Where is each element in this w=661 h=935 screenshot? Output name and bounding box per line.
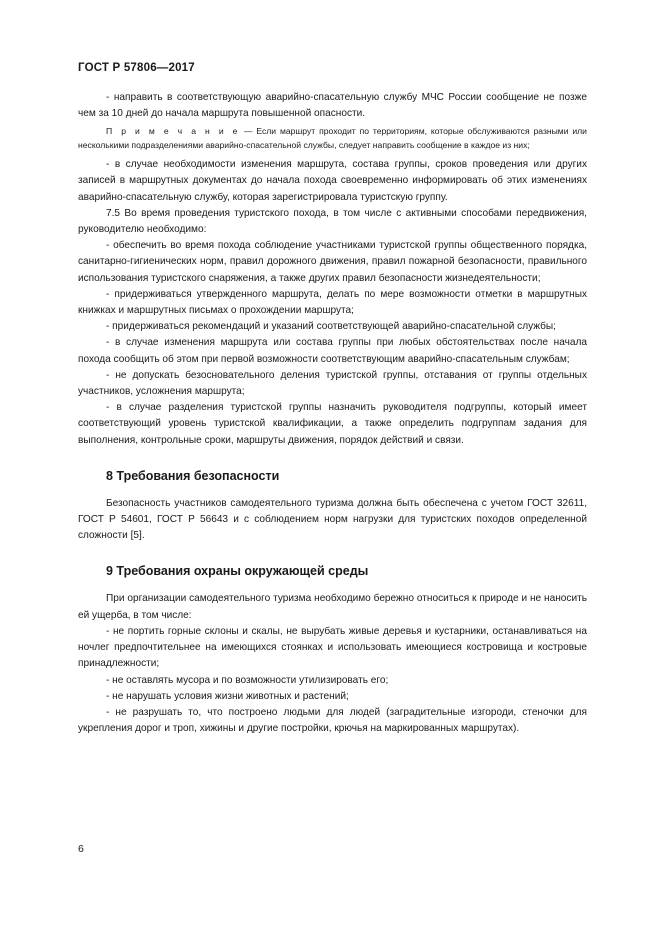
document-body xyxy=(78,90,587,737)
note-text: — Если маршрут проходит по территориям, которые обслуживаются разными или несколькими подразделениями аварийно-спасательной службы, следует направить сообщение в каждое из них; xyxy=(78,126,587,150)
page-number: 6 xyxy=(78,843,84,855)
paragraph: - в случае необходимости изменения маршрута, состава группы, сроков проведения или других записей в маршрутных документах до начала похода своевременно информировать об этих изменениях аварийно-спасательную службу, которая зарегистрировала туристскую группу. xyxy=(78,159,587,203)
section-9-heading: 9 Требования охраны окружающей среды xyxy=(106,564,369,579)
list-item: - не портить горные склоны и скалы, не вырубать живые деревья и кустарники, останавливаться на ночлег предпочтительнее на имеющихся стоянках и использовать имеющиеся костровища и костровые принадлежности; xyxy=(78,625,587,670)
document-header: ГОСТ Р 57806—2017 xyxy=(78,62,195,74)
paragraph: - направить в соответствующую аварийно-спасательную службу МЧС России сообщение не позже чем за 10 дней до начала маршрута повышенной опасности. xyxy=(78,92,587,120)
paragraph: Безопасность участников самодеятельного туризма должна быть обеспечена с учетом ГОСТ 32611, ГОСТ Р 54601, ГОСТ Р 56643 и с соблюдением норм нагрузки для туристских походов определенной сложности [5]. xyxy=(78,497,587,542)
paragraph: При организации самодеятельного туризма необходимо бережно относиться к природе и не наносить ей ущерба, в том числе: xyxy=(78,593,587,621)
list-item: - не допускать безосновательного деления туристской группы, отставания от группы отдельных участников, усложнения маршрута; xyxy=(78,369,587,398)
note-label: П р и м е ч а н и е xyxy=(106,126,241,137)
list-item: - не оставлять мусора и по возможности утилизировать его; xyxy=(106,674,389,686)
list-item: - обеспечить во время похода соблюдение участниками туристской группы общественного порядка, санитарно-гигиенических норм, правил дорожного движения, правил пожарной безопасности, правильного использования туристского снаряжения, а также других правил безопасности жизнедеятельности; xyxy=(78,240,587,284)
list-item: - в случае разделения туристской группы назначить руководителя подгруппы, который имеет соответствующий уровень туристской квалификации, а также определить подгруппам задания для выполнения, контрольные сроки, маршруты движения, порядок действий и связи. xyxy=(78,402,587,446)
section-8-heading: 8 Требования безопасности xyxy=(106,468,280,483)
clause-7-5: 7.5 Во время проведения туристского похода, в том числе с активными способами передвижения, руководителю необходимо: xyxy=(78,207,587,236)
list-item: - придерживаться утвержденного маршрута, делать по мере возможности отметки в маршрутных книжках и маршрутных письмах о прохождении маршрута; xyxy=(78,288,587,317)
list-item: - не разрушать то, что построено людьми для людей (заградительные изгороди, стеночки для укрепления дорог и троп, хижины и другие постройки, крючья на маркированных маршрутах). xyxy=(78,706,587,735)
list-item: - не нарушать условия жизни животных и растений; xyxy=(106,690,349,702)
list-item: - в случае изменения маршрута или состава группы при любых обстоятельствах после начала похода сообщить об этом при первой возможности соответствующим аварийно-спасательным службам; xyxy=(78,337,587,365)
list-item: - придерживаться рекомендаций и указаний соответствующей аварийно-спасательной службы; xyxy=(106,321,556,333)
note xyxy=(78,125,587,152)
